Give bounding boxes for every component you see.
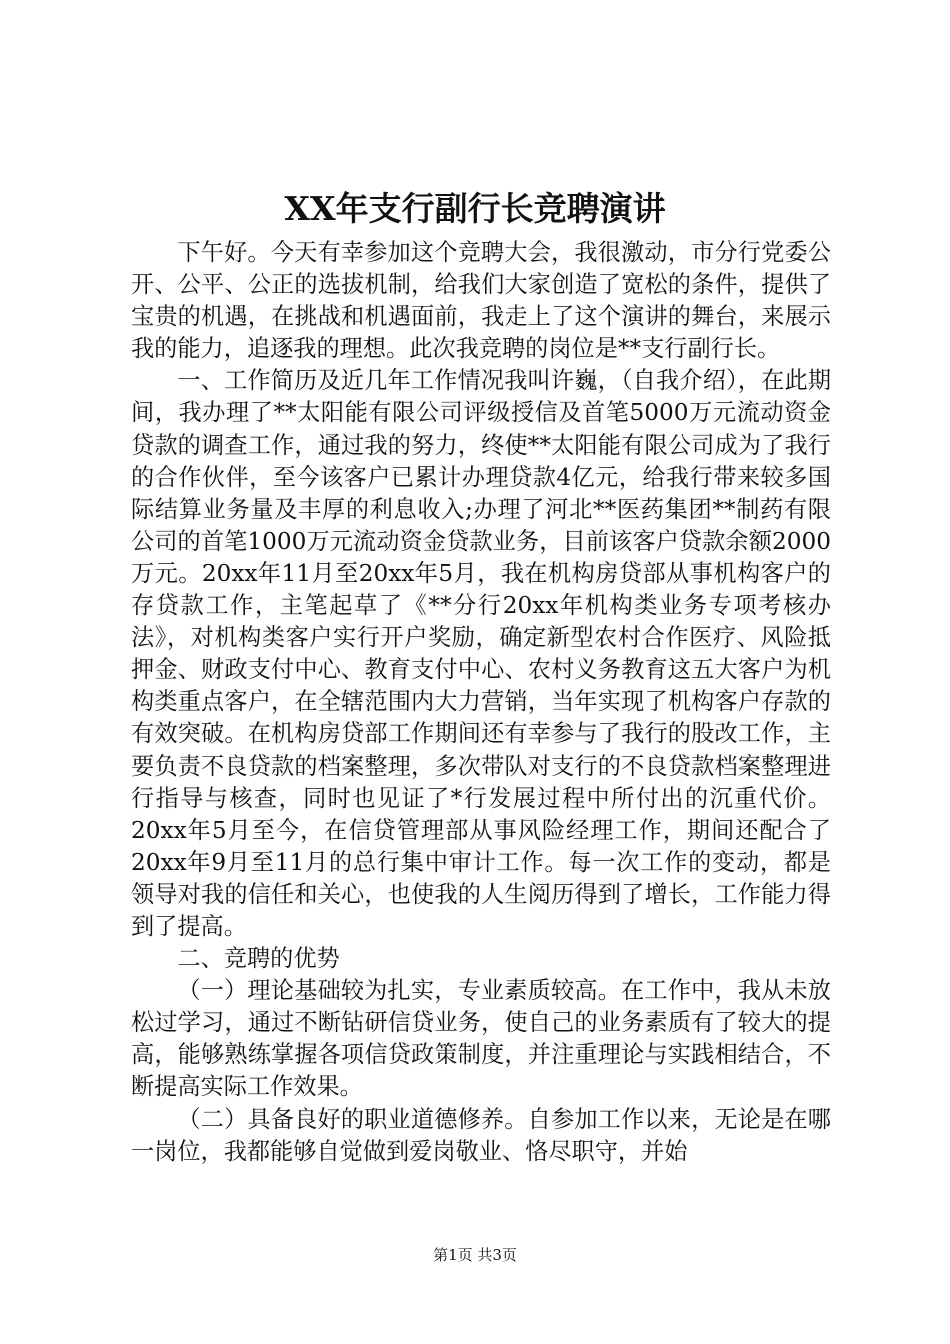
- page-footer: 第1页 共3页: [433, 1246, 517, 1264]
- paragraph-work-history: 一、工作简历及近几年工作情况我叫许巍，（自我介绍），在此期间，我办理了**太阳能有限公司评级授信及首笔5000万元流动资金贷款的调查工作，通过我的努力，终使**太阳能有限公司成为了我行的合作伙伴，至今该客户已累计办理贷款4亿元，给我行带来较多国际结算业务量及丰厚的利息收入;办理了河北**医药集团**制药有限公司的首笔1000万元流动资金贷款业务，目前该客户贷款余额2000万元。20xx年11月至20xx年5月，我在机构房贷部从事机构客户的存贷款工作，主笔起草了《**分行20xx年机构类业务专项考核办法》，对机构类客户实行开户奖励，确定新型农村合作医疗、风险抵押金、财政支付中心、教育支付中心、农村义务教育这五大客户为机构类重点客户，在全辖范围内大力营销，当年实现了机构客户存款的有效突破。在机构房贷部工作期间还有幸参与了我行的股改工作，主要负责不良贷款的档案整理，多次带队对支行的不良贷款档案整理进行指导与核查，同时也见证了*行发展过程中所付出的沉重代价。20xx年5月至今，在信贷管理部从事风险经理工作，期间还配合了20xx年9月至11月的总行集中审计工作。每一次工作的变动，都是领导对我的信任和关心，也使我的人生阅历得到了增长，工作能力得到了提高。: [131, 367, 831, 940]
- section-heading-advantages: 二、竞聘的优势: [177, 945, 340, 973]
- document-title: XX年支行副行长竞聘演讲: [284, 189, 666, 228]
- document-body: [131, 237, 831, 1168]
- paragraph-intro: 下午好。今天有幸参加这个竞聘大会，我很激动，市分行党委公开、公平、公正的选拔机制，给我们大家创造了宽松的条件，提供了宝贵的机遇，在挑战和机遇面前，我走上了这个演讲的舞台，来展示我的能力，追逐我的理想。此次我竞聘的岗位是**支行副行长。: [131, 239, 831, 363]
- paragraph-advantage-2: （二）具备良好的职业道德修养。自参加工作以来，无论是在哪一岗位，我都能够自觉做到爱岗敬业、恪尽职守，并始: [131, 1105, 831, 1165]
- paragraph-advantage-1: （一）理论基础较为扎实，专业素质较高。在工作中，我从未放松过学习，通过不断钻研信贷业务，使自己的业务素质有了较大的提高，能够熟练掌握各项信贷政策制度，并注重理论与实践相结合，不断提高实际工作效果。: [131, 977, 831, 1101]
